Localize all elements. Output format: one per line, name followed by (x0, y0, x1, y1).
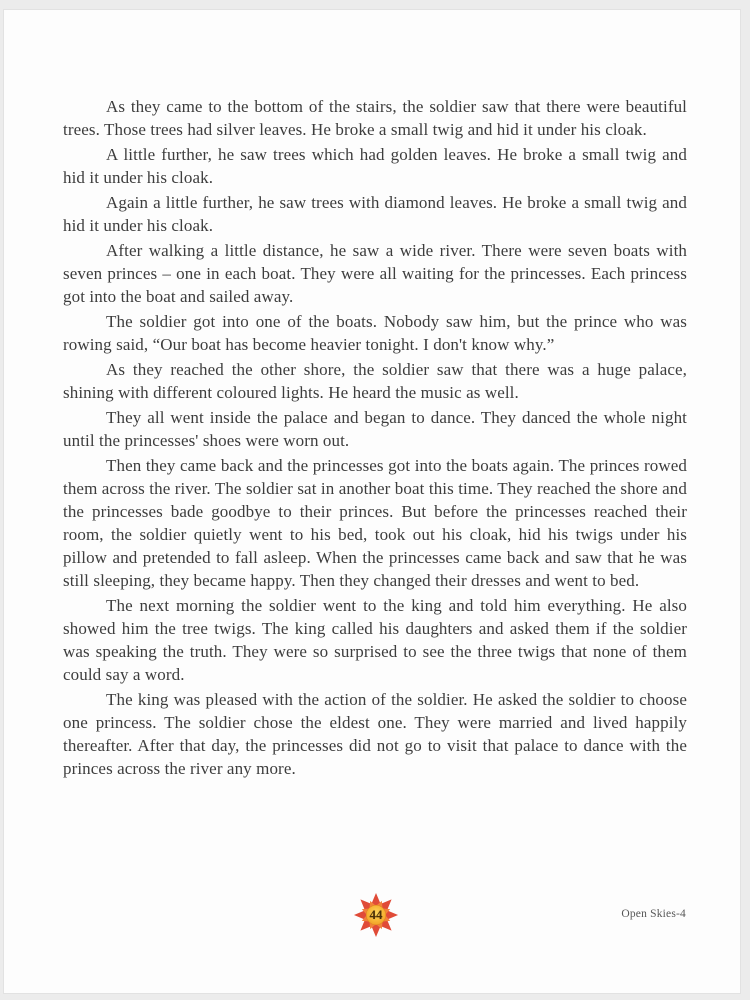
story-paragraph: A little further, he saw trees which had golden leaves. He broke a small twig and hid it under his cloak. (63, 145, 687, 187)
story-paragraph: After walking a little distance, he saw a wide river. There were seven boats with seven princes – one in each boat. They were all waiting for the princesses. Each princess got into the boat and sailed away. (63, 241, 687, 306)
story-paragraph: They all went inside the palace and began to dance. They danced the whole night until the princesses' shoes were worn out. (63, 408, 687, 450)
story-paragraph: The king was pleased with the action of the soldier. He asked the soldier to choose one princess. The soldier chose the eldest one. They were married and lived happily thereafter. After that day, the princesses did not go to visit that palace to dance with the princes across the river any more. (63, 690, 687, 778)
story-paragraph: As they came to the bottom of the stairs, the soldier saw that there were beautiful trees. Those trees had silver leaves. He broke a small twig and hid it under his cloak. (63, 97, 687, 139)
story-paragraph: As they reached the other shore, the soldier saw that there was a huge palace, shining with different coloured lights. He heard the music as well. (63, 360, 687, 402)
book-page (3, 9, 741, 994)
page-number: 44 (369, 907, 383, 922)
story-paragraph: Again a little further, he saw trees with diamond leaves. He broke a small twig and hid it under his cloak. (63, 193, 687, 235)
page-number-badge (353, 892, 399, 938)
story-paragraph: Then they came back and the princesses got into the boats again. The princes rowed them across the river. The soldier sat in another boat this time. They reached the shore and the princesses bade goodbye to their princes. But before the princesses reached their room, the soldier quietly went to his bed, took out his cloak, hid his twigs under his pillow and pretended to fall asleep. When the princesses came back and saw that he was still sleeping, they became happy. Then they changed their dresses and went to bed. (63, 456, 687, 590)
book-title: Open Skies-4 (621, 908, 686, 920)
story-paragraph: The next morning the soldier went to the king and told him everything. He also showed him the tree twigs. The king called his daughters and asked them if the soldier was speaking the truth. They were so surprised to see the three twigs that none of them could say a word. (63, 596, 687, 684)
story-text (4, 10, 740, 780)
story-paragraph: The soldier got into one of the boats. Nobody saw him, but the prince who was rowing said, “Our boat has become heavier tonight. I don't know why.” (63, 312, 687, 354)
